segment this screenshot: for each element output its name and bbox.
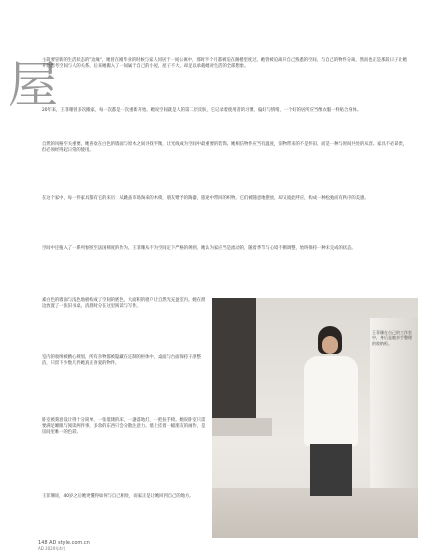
body-paragraph-4: 空间中还植入了一系列参照至法国梯度的作为。王菲珊从不为空间定下严格的规则，她认为家应当是流动的，随着季节与心境不断调整，始终保持一种未完成的状态。 (42, 246, 356, 251)
body-paragraph-1: 20年来，王菲珊曾多次搬家，每一次都是一次重新开始。她说空间就是人的第二层皮肤，它记录着使用者的习惯、偏好与情绪，一个好的居所应当像衣服一样贴合身体。 (42, 108, 362, 113)
photo-person (304, 326, 358, 496)
person-face (322, 336, 338, 354)
person-pants (310, 444, 352, 496)
column-paragraph-3: 卧室被刻意设计得十分简单，一张低矮的床，一盏落地灯，一把扶手椅。她说卧室只需要满足睡眠与阅读两件事，多余的东西只会分散注意力。墙上挂着一幅朋友的画作，是房间里唯一的色彩。 (42, 418, 206, 436)
person-shirt (304, 356, 358, 446)
photo-dark-panel (212, 298, 256, 418)
page-footer (38, 540, 408, 550)
column-paragraph-2: 室内的收纳被精心规划，所有杂物都被隐藏在定制的柜体中，桌面与台面保持干净整洁，只留下少数几件她真正喜爱的物件。 (42, 355, 201, 367)
photo-caption: 王菲珊在自己的工作室中，身后是她亲手整理的收纳柜。 (372, 330, 412, 346)
folio: 148 AD style.com.cn (38, 540, 90, 546)
drop-cap: 屋 (8, 56, 58, 114)
issue-line: AD 2020年4月 (38, 546, 66, 551)
column-paragraph-4: 王菲珊说，40岁之后她更懂得如何与自己相处，而家正是让她回到自己的地方。 (42, 494, 194, 499)
body-paragraph-2: 自然的风格至关重要。她喜欢在白色的墙面与原木之间寻找平衡，让光线成为空间中最重要的装饰。她相信物件应当有温度，旧物带来的不是怀旧，而是一种与时间共处的从容。家具不必昂贵，但必须经得起日常的使用。 (42, 142, 408, 154)
column-paragraph-1: 素白色的墙面与浅色地板构成了空间的底色，大面积的窗户让自然光充盈室内。她在窗边放置了一张旧书桌，清晨时分在这里阅读与写作。 (42, 298, 206, 310)
photo-shelf (212, 418, 272, 436)
intro-paragraph: 主简要冒新的生活状态的"边缘"，她曾在刚毕业的时候与家人同居于一间公寓中，那时半个月都被迫在阁楼里度过。她曾被迫离开自己熟悉的空间，与自己的物件分离，然而也正是那段日子让她开始思考空间与人的关系。后来她搬入了一间属于自己的小屋，屋子不大，却足以承载她对生活的全部想象。 (42, 58, 407, 70)
body-paragraph-3: 在这个家中，每一件家具都有它的来历：从跳蚤市场淘来的木椅，朋友赠予的陶器，旅途中带回的织物。它们被随意地摆放，却又彼此呼应，构成一种松弛而有秩序的美感。 (42, 196, 369, 201)
